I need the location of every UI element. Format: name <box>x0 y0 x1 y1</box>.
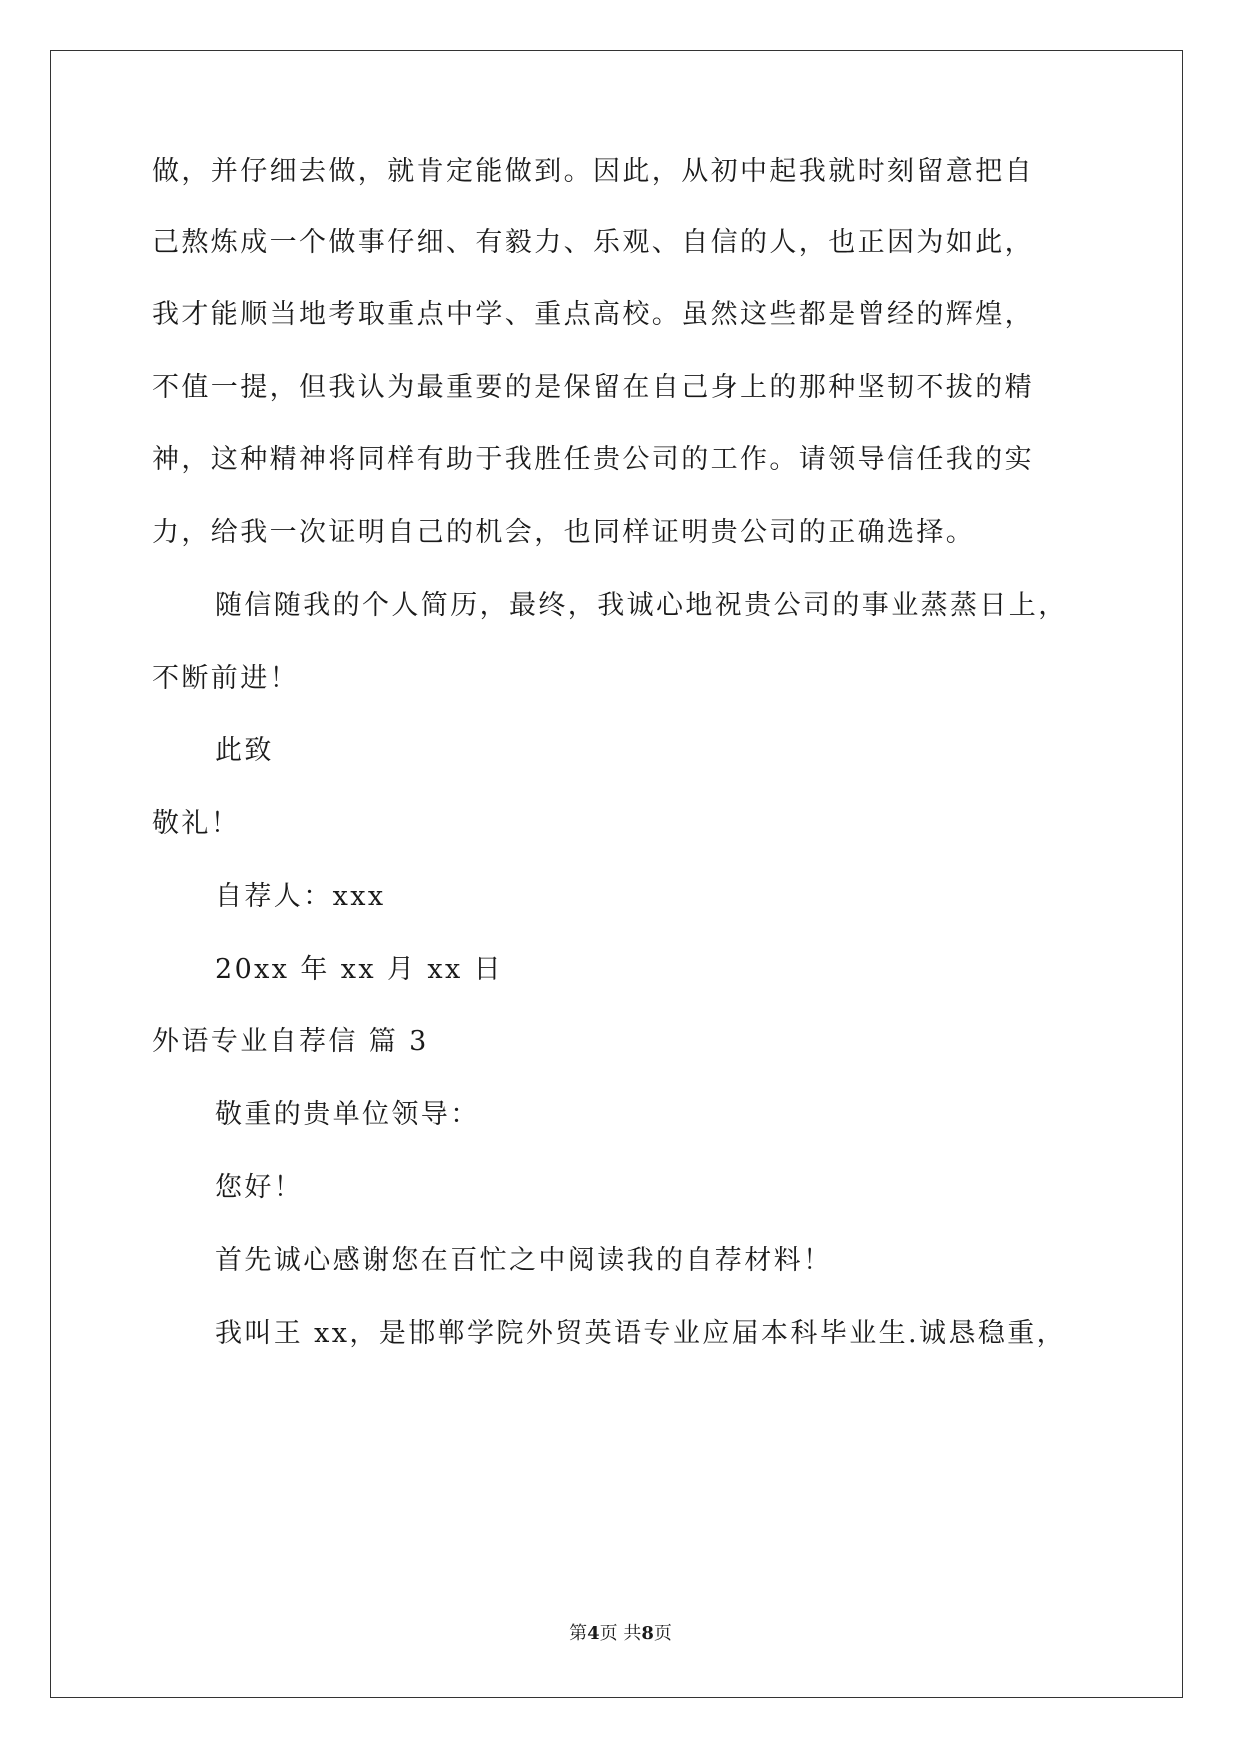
date-line: 20xx 年 xx 月 xx 日 <box>215 954 504 985</box>
footer-middle: 页 共 <box>599 1623 642 1644</box>
text-line: 不值一提，但我认为最重要的是保留在自己身上的那种坚韧不拔的精 <box>152 372 1034 403</box>
closing-salutation: 此致 <box>215 735 274 766</box>
text-line: 不断前进！ <box>152 663 299 694</box>
total-pages-number: 8 <box>641 1623 654 1644</box>
text-line: 我才能顺当地考取重点中学、重点高校。虽然这些都是曾经的辉煌， <box>152 299 1034 330</box>
text-line: 做，并仔细去做，就肯定能做到。因此，从初中起我就时刻留意把自 <box>152 156 1034 187</box>
greeting-recipient: 敬重的贵单位领导： <box>215 1099 480 1130</box>
text-line: 我叫王 xx，是邯郸学院外贸英语专业应届本科毕业生.诚恳稳重， <box>215 1318 1067 1349</box>
text-line: 首先诚心感谢您在百忙之中阅读我的自荐材料！ <box>215 1245 833 1276</box>
footer-suffix: 页 <box>653 1623 672 1644</box>
text-line: 力，给我一次证明自己的机会，也同样证明贵公司的正确选择。 <box>152 517 976 548</box>
footer-prefix: 第 <box>569 1623 588 1644</box>
current-page-number: 4 <box>587 1623 600 1644</box>
page-footer <box>0 1622 1241 1646</box>
signature-line: 自荐人：xxx <box>215 881 386 912</box>
text-line: 随信随我的个人简历，最终，我诚心地祝贵公司的事业蒸蒸日上， <box>215 590 1068 621</box>
section-title: 外语专业自荐信 篇 3 <box>152 1026 429 1057</box>
text-line: 神，这种精神将同样有助于我胜任贵公司的工作。请领导信任我的实 <box>152 444 1034 475</box>
greeting: 您好！ <box>215 1172 304 1203</box>
text-line: 己熬炼成一个做事仔细、有毅力、乐观、自信的人，也正因为如此， <box>152 227 1034 258</box>
closing-regards: 敬礼！ <box>152 808 241 839</box>
